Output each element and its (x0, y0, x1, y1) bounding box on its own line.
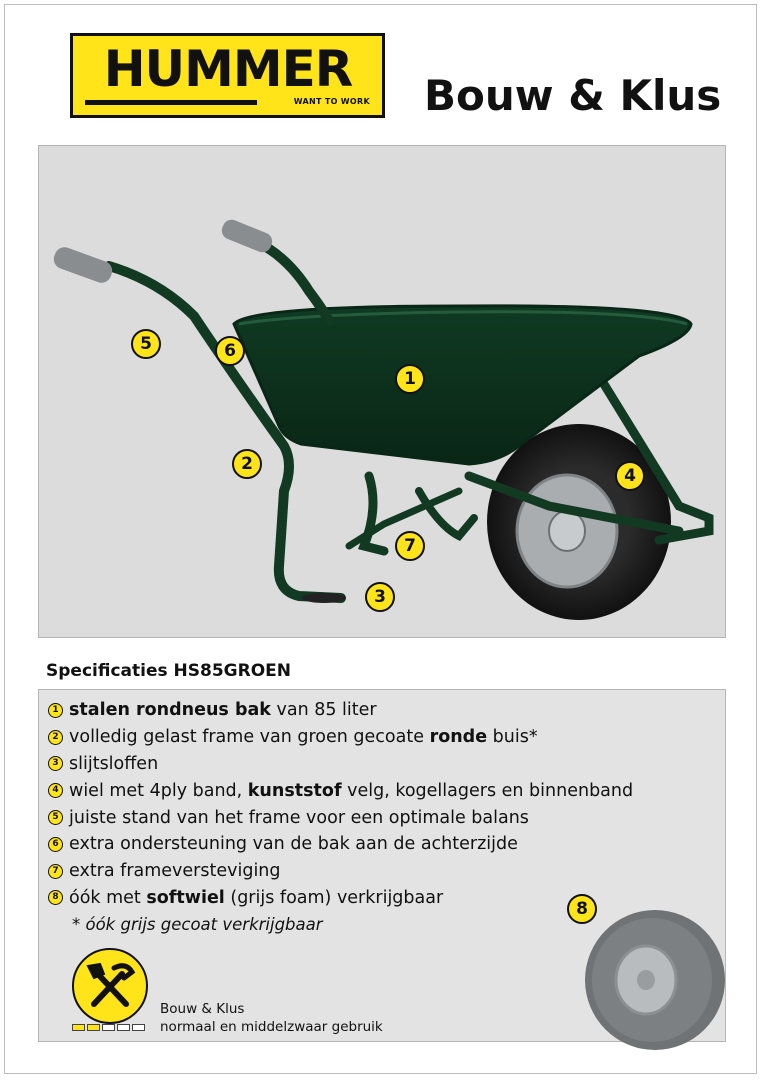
spec-title: Specificaties HS85GROEN (46, 661, 291, 681)
spec-bold: ronde (429, 727, 488, 748)
number-badge: 8 (48, 890, 63, 905)
number-badge: 3 (48, 756, 63, 771)
rating-box (117, 1024, 130, 1031)
spec-bold: stalen rondneus bak (69, 700, 271, 721)
spec-item (48, 697, 633, 724)
spec-text: van 85 liter (270, 700, 377, 721)
callout-7: 7 (395, 531, 425, 561)
number-badge: 5 (48, 810, 63, 825)
callout-4: 4 (615, 461, 645, 491)
logo-underline (85, 100, 257, 105)
spec-text: wiel met 4ply band, (69, 780, 248, 801)
spec-list (48, 697, 633, 911)
badge-subtitle: normaal en middelzwaar gebruik (160, 1019, 383, 1035)
rating-box (132, 1024, 145, 1031)
spec-text: buis* (487, 727, 538, 748)
tools-badge (72, 948, 148, 1024)
rating-box (102, 1024, 115, 1031)
rating-box (87, 1024, 100, 1031)
spec-item (48, 885, 633, 912)
callout-3: 3 (365, 582, 395, 612)
spec-text: juiste stand van het frame voor een optimale balans (69, 807, 529, 828)
wheelbarrow-illustration (39, 146, 727, 639)
spec-text: slijtsloffen (69, 753, 159, 774)
spec-item (48, 751, 633, 778)
number-badge: 2 (48, 730, 63, 745)
hummer-logo (70, 33, 385, 118)
footnote: * óók grijs gecoat verkrijgbaar (72, 915, 323, 934)
spec-text: volledig gelast frame van groen gecoate (69, 727, 430, 748)
spec-text: extra ondersteuning van de bak aan de achterzijde (69, 834, 518, 855)
number-badge: 6 (48, 837, 63, 852)
callout-2: 2 (232, 449, 262, 479)
spec-text: velg, kogellagers en binnenband (341, 780, 634, 801)
spec-item (48, 831, 633, 858)
spec-text: (grijs foam) verkrijgbaar (224, 887, 444, 908)
spec-bold: softwiel (146, 887, 225, 908)
number-badge: 7 (48, 864, 63, 879)
spec-bold: kunststof (247, 780, 342, 801)
spec-item (48, 724, 633, 751)
spec-item (48, 777, 633, 804)
spec-item (48, 804, 633, 831)
spec-item (48, 858, 633, 885)
number-badge: 4 (48, 783, 63, 798)
rating-box (72, 1024, 85, 1031)
badge-label (160, 1000, 383, 1036)
callout-8: 8 (567, 894, 597, 924)
callout-6: 6 (215, 336, 245, 366)
logo-tagline: WANT TO WORK (293, 97, 370, 106)
callout-1: 1 (395, 364, 425, 394)
page-heading: Bouw & Klus (424, 71, 722, 120)
hammer-wrench-icon (74, 950, 146, 1022)
badge-title: Bouw & Klus (160, 1001, 245, 1017)
spec-text: óók met (69, 887, 147, 908)
usage-rating (72, 1024, 145, 1031)
product-image-panel (38, 145, 726, 638)
number-badge: 1 (48, 703, 63, 718)
spec-text: extra frameversteviging (69, 861, 281, 882)
callout-5: 5 (131, 329, 161, 359)
softwheel-image (560, 880, 735, 1059)
logo-wordmark: HUMMER (103, 40, 353, 98)
